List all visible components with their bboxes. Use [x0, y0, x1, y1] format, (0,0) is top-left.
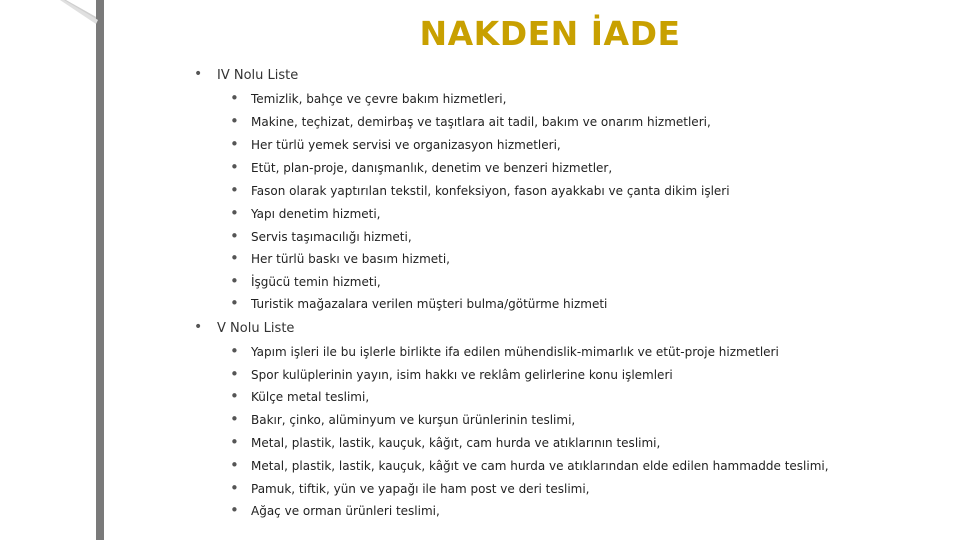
section-heading-iv: • IV Nolu Liste: [217, 68, 298, 83]
list-item: • Bakır, çinko, alüminyum ve kurşun ürünlerinin teslimi,: [251, 413, 575, 427]
list-item: • Yapı denetim hizmeti,: [251, 207, 381, 221]
list-item: • Yapım işleri ile bu işlerle birlikte ifa edilen mühendislik-mimarlık ve etüt-proje hizmetleri: [251, 345, 779, 359]
list-item: • Etüt, plan-proje, danışmanlık, denetim ve benzeri hizmetler,: [251, 161, 612, 175]
list-item: • Fason olarak yaptırılan tekstil, konfeksiyon, fason ayakkabı ve çanta dikim işleri: [251, 184, 730, 198]
list-item: • Metal, plastik, lastik, kauçuk, kâğıt ve cam hurda ve atıklarından elde edilen hammadde teslimi,: [251, 459, 829, 473]
list-item: • Her türlü yemek servisi ve organizasyon hizmetleri,: [251, 138, 561, 152]
list-item: • Metal, plastik, lastik, kauçuk, kâğıt, cam hurda ve atıklarının teslimi,: [251, 436, 660, 450]
list-item: • Servis taşımacılığı hizmeti,: [251, 230, 412, 244]
slide-title: NAKDEN İADE: [419, 14, 681, 53]
list-item: • Külçe metal teslimi,: [251, 390, 369, 404]
list-item: • Ağaç ve orman ürünleri teslimi,: [251, 504, 440, 518]
list-item: • Makine, teçhizat, demirbaş ve taşıtlara ait tadil, bakım ve onarım hizmetleri,: [251, 115, 711, 129]
section-heading-v: • V Nolu Liste: [217, 321, 294, 336]
list-item: • Pamuk, tiftik, yün ve yapağı ile ham post ve deri teslimi,: [251, 482, 590, 496]
list-item: • İşgücü temin hizmeti,: [251, 275, 381, 289]
list-item: • Her türlü baskı ve basım hizmeti,: [251, 252, 450, 266]
list-item: • Turistik mağazalara verilen müşteri bulma/götürme hizmeti: [251, 297, 607, 311]
list-item: • Temizlik, bahçe ve çevre bakım hizmetleri,: [251, 92, 506, 106]
list-item: • Spor kulüplerinin yayın, isim hakkı ve reklâm gelirlerine konu işlemleri: [251, 368, 673, 382]
